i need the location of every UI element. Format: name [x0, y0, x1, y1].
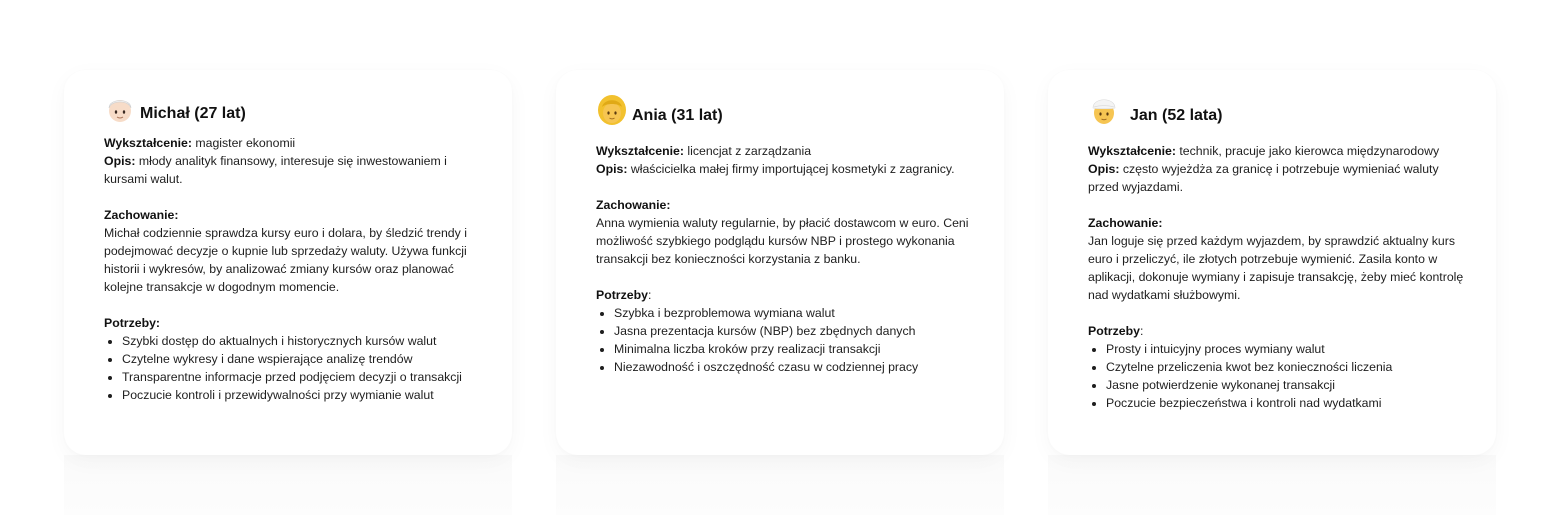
education-line: Wykształcenie: magister ekonomii: [104, 136, 296, 150]
education-line: Wykształcenie: licencjat z zarządzania: [596, 144, 812, 158]
list-item: • Prosty i intuicyjny proces wymiany walut: [1106, 340, 1466, 358]
persona-card-ania: [556, 70, 1004, 455]
list-item: • Szybka i bezproblemowa wymiana walut: [614, 304, 974, 322]
needs-list: [1088, 340, 1466, 412]
behavior-heading: Zachowanie:: [596, 198, 671, 212]
card-shadow: [1048, 455, 1496, 515]
young-man-emoji-icon: [104, 92, 136, 124]
description-line: Opis: często wyjeżdża za granicę i potrzebuje wymieniać waluty przed wyjazdami.: [1088, 162, 1439, 194]
needs-section: Potrzeby: • Prosty i intuicyjny proces wymiany walut • Czytelne przeliczenia kwot bez konieczności liczenia • Jasne potwierdzenie wykonanej transakcji • Poczucie bezpieczeństwa i kontroli nad wydatkami: [1088, 322, 1466, 412]
behavior-heading: Zachowanie:: [1088, 216, 1163, 230]
list-item: • Poczucie bezpieczeństwa i kontroli nad wydatkami: [1106, 394, 1466, 412]
persona-header: [596, 92, 974, 126]
persona-header: [1088, 92, 1466, 126]
persona-name: Ania (31 lat): [632, 107, 723, 124]
list-item: • Niezawodność i oszczędność czasu w codziennej pracy: [614, 358, 974, 376]
persona-card-michal: [64, 70, 512, 455]
list-item: • Jasna prezentacja kursów (NBP) bez zbędnych danych: [614, 322, 974, 340]
behavior-section: [1088, 214, 1466, 304]
list-item: • Transparentne informacje przed podjęciem decyzji o transakcji: [122, 368, 482, 386]
needs-section: [104, 314, 482, 404]
list-item: • Minimalna liczba kroków przy realizacji transakcji: [614, 340, 974, 358]
list-item: • Czytelne wykresy i dane wspierające analizę trendów: [122, 350, 482, 368]
description-line: Opis: właścicielka małej firmy importującej kosmetyki z zagranicy.: [596, 162, 955, 176]
behavior-section: [104, 206, 482, 296]
description-line: Opis: młody analityk finansowy, interesuje się inwestowaniem i kursami walut.: [104, 154, 447, 186]
behavior-text: Michał codziennie sprawdza kursy euro i dolara, by śledzić trendy i podejmować decyzje o kupnie lub sprzedaży waluty. Używa funkcji historii i wykresów, by analizować zmiany kursów oraz planować kolejne transakcje w dogodnym momencie.: [104, 226, 467, 294]
card-shadow: [64, 455, 512, 515]
blond-woman-emoji-icon: [596, 94, 628, 126]
man-with-turban-emoji-icon: [1088, 94, 1120, 126]
education-line: Wykształcenie: technik, pracuje jako kierowca międzynarodowy: [1088, 144, 1440, 158]
needs-list: [596, 304, 974, 376]
needs-heading: Potrzeby: [596, 288, 648, 302]
needs-list: [104, 332, 482, 404]
behavior-text: Anna wymienia waluty regularnie, by płacić dostawcom w euro. Ceni możliwość szybkiego podglądu kursów NBP i prostego wykonania transakcji bez konieczności korzystania z banku.: [596, 216, 969, 266]
behavior-heading: Zachowanie:: [104, 208, 179, 222]
list-item: • Szybki dostęp do aktualnych i historycznych kursów walut: [122, 332, 482, 350]
list-item: • Poczucie kontroli i przewidywalności przy wymianie walut: [122, 386, 482, 404]
behavior-text: Jan loguje się przed każdym wyjazdem, by sprawdzić aktualny kurs euro i przeliczyć, ile złotych potrzebuje wymienić. Zasila konto w aplikacji, dokonuje wymiany i zapisuje transakcję, żeby mieć kontrolę nad wydatkami służbowymi.: [1088, 234, 1464, 302]
persona-header: [104, 90, 482, 124]
needs-heading: Potrzeby: [1088, 324, 1140, 338]
persona-name: Michał (27 lat): [140, 105, 246, 122]
persona-name: Jan (52 lata): [1130, 107, 1223, 124]
behavior-section: [596, 196, 974, 268]
persona-card-jan: [1048, 70, 1496, 455]
list-item: • Czytelne przeliczenia kwot bez konieczności liczenia: [1106, 358, 1466, 376]
card-shadow: [556, 455, 1004, 515]
needs-heading: Potrzeby:: [104, 316, 161, 330]
needs-section: Potrzeby: • Szybka i bezproblemowa wymiana walut • Jasna prezentacja kursów (NBP) bez zbędnych danych • Minimalna liczba kroków przy realizacji transakcji • Niezawodność i oszczędność czasu w codziennej pracy: [596, 286, 974, 376]
list-item: • Jasne potwierdzenie wykonanej transakcji: [1106, 376, 1466, 394]
